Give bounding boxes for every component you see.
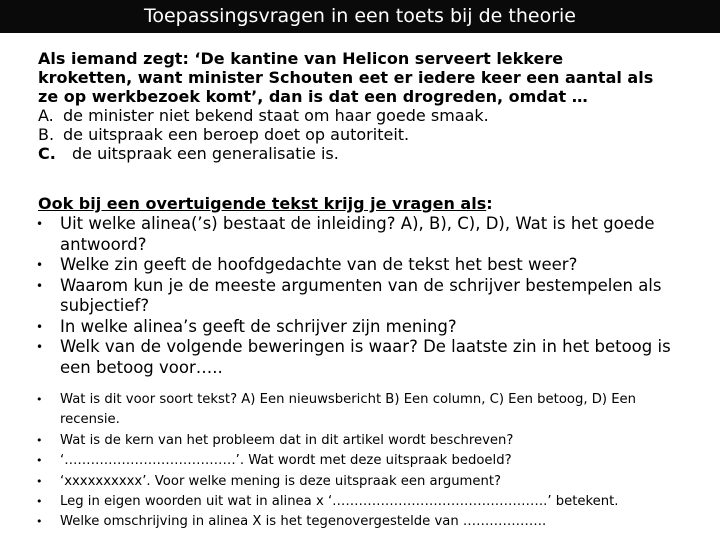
section-heading-colon: :	[486, 194, 493, 213]
bullet-icon: •	[36, 393, 43, 406]
question-list-large	[36, 214, 708, 378]
bullet-icon: •	[36, 278, 44, 293]
list-item-line: Wat is de kern van het probleem dat in dit artikel wordt beschreven?	[60, 432, 514, 448]
list-item-line: antwoord?	[60, 234, 147, 254]
option-label: A.	[38, 106, 54, 125]
list-item	[36, 512, 708, 532]
list-item-line: Welke omschrijving in alinea X is het tegenovergestelde van ……………….	[60, 514, 547, 530]
option-text: de uitspraak een generalisatie is.	[72, 144, 339, 163]
list-item-line: een betoog voor…..	[60, 357, 223, 377]
list-item-line: recensie.	[60, 412, 120, 428]
option-label: B.	[38, 125, 55, 144]
bullet-icon: •	[36, 495, 43, 509]
bullet-icon: •	[36, 474, 43, 488]
list-item-line: Welke zin geeft de hoofdgedachte van de tekst het best weer?	[60, 255, 578, 274]
list-item-line: In welke alinea’s geeft de schrijver zijn mening?	[60, 316, 457, 336]
list-item	[36, 317, 708, 338]
list-item-line: Welk van de volgende beweringen is waar? De laatste zin in het betoog is	[60, 337, 671, 356]
bullet-icon: •	[36, 515, 43, 529]
list-item-line: ‘…………………………………’. Wat wordt met deze uitspraak bedoeld?	[60, 453, 512, 469]
option-text: de uitspraak een beroep doet op autoriteit.	[63, 125, 410, 144]
section-heading	[38, 194, 493, 214]
question-line: Als iemand zegt: ‘De kantine van Helicon serveert lekkere	[38, 49, 564, 68]
bullet-icon: •	[36, 433, 43, 447]
bullet-icon: •	[36, 258, 44, 272]
section-heading-text: Ook bij een overtuigende tekst krijg je vragen als	[38, 194, 487, 213]
list-item-line: ‘xxxxxxxxxx’. Voor welke mening is deze uitspraak een argument?	[60, 473, 502, 489]
answer-option-c	[38, 144, 708, 163]
list-item-line: subjectief?	[60, 296, 150, 315]
list-item	[36, 431, 708, 451]
option-label: C.	[38, 144, 56, 163]
question-line: kroketten, want minister Schouten eet er iedere keer een aantal als	[38, 68, 654, 87]
list-item	[36, 390, 708, 431]
bullet-icon: •	[36, 454, 43, 468]
answer-option-a	[38, 106, 708, 125]
list-item-line: Uit welke alinea(’s) bestaat de inleiding? A), B), C), D), Wat is het goede	[60, 214, 655, 233]
answer-option-b	[38, 125, 708, 144]
question-line: ze op werkbezoek komt’, dan is dat een drogreden, omdat …	[38, 87, 588, 106]
list-item	[36, 255, 708, 276]
bullet-icon: •	[36, 319, 44, 334]
bullet-icon: •	[36, 217, 44, 231]
question-list-small	[36, 390, 708, 533]
list-item-line: Wat is dit voor soort tekst? A) Een nieuwsbericht B) Een column, C) Een betoog, D) Een	[60, 392, 636, 407]
list-item	[36, 276, 708, 317]
list-item	[36, 492, 708, 512]
list-item	[36, 337, 708, 378]
option-text: de minister niet bekend staat om haar goede smaak.	[63, 106, 489, 125]
bullet-icon: •	[36, 340, 44, 354]
list-item	[36, 214, 708, 255]
question-block	[38, 49, 708, 163]
page-title: Toepassingsvragen in een toets bij de theorie	[0, 0, 720, 33]
list-item	[36, 451, 708, 471]
list-item-line: Leg in eigen woorden uit wat in alinea x ‘………………………………………….’ betekent.	[60, 494, 619, 510]
list-item	[36, 472, 708, 492]
list-item-line: Waarom kun je de meeste argumenten van de schrijver bestempelen als	[60, 275, 662, 295]
